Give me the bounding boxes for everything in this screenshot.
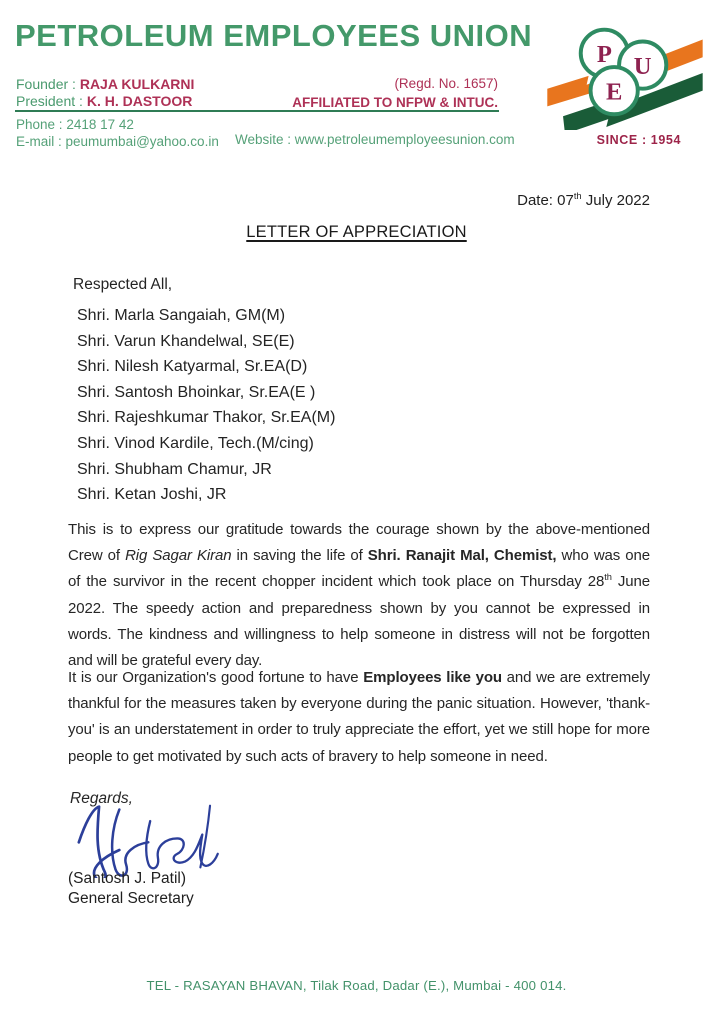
union-logo (543, 12, 705, 147)
footer-address: TEL - RASAYAN BHAVAN, Tilak Road, Dadar (E.), Mumbai - 400 014. (146, 978, 567, 993)
date-line (517, 192, 650, 209)
contact-block (16, 117, 219, 150)
date-prefix: Date: 07 (517, 192, 574, 209)
body-paragraph-2 (68, 665, 650, 770)
founder-label: Founder : (16, 76, 76, 92)
website-label: Website : (235, 132, 292, 147)
para1-text: in saving the life of (231, 547, 368, 565)
recipient-item: Shri. Varun Khandelwal, SE(E) (77, 332, 295, 350)
email-value: peumumbai@yahoo.co.in (65, 133, 219, 149)
letter-title-text: LETTER OF APPRECIATION (246, 223, 467, 241)
date-rest: July 2022 (581, 192, 650, 209)
affiliation-line: AFFILIATED TO NFPW & INTUC. (292, 95, 498, 110)
president-line (16, 93, 194, 110)
signer-name: (Santosh J. Patil) (68, 870, 187, 887)
phone-line (16, 117, 219, 134)
body-paragraph-1 (68, 517, 650, 674)
date-ordinal-sup: th (573, 191, 582, 201)
rig-name-italic: Rig Sagar Kiran (125, 547, 232, 565)
recipient-item: Shri. Nilesh Katyarmal, Sr.EA(D) (77, 358, 308, 376)
phone-value: 2418 17 42 (66, 117, 134, 132)
para2-text: and we are extremely thankful for the measures taken by everyone during the panic situation. However, 'thank-you' is an understatement in order to truly appreciate the effort, yet we still hope for more people to get motivated by such acts of bravery to help someone in need. (68, 669, 651, 765)
union-logo-svg (543, 12, 705, 130)
signer-block (68, 869, 194, 908)
survivor-name-bold: Shri. Ranajit Mal, Chemist, (367, 547, 557, 565)
president-name: K. H. DASTOOR (86, 93, 193, 109)
website-line (235, 132, 515, 147)
founder-name: RAJA KULKARNI (79, 76, 195, 92)
salutation: Respected All, (73, 276, 173, 293)
para2-text: It is our Organization's good fortune to have (68, 669, 364, 686)
recipients-list (77, 303, 335, 508)
registration-block (240, 74, 498, 112)
recipient-item: Shri. Santosh Bhoinkar, Sr.EA(E ) (77, 383, 316, 401)
logo-letter-u: U (633, 52, 652, 80)
para1-text: This is to express our gratitude towards the courage shown by the above-mentioned Crew of (68, 521, 650, 565)
email-line (16, 134, 219, 151)
since-year: SINCE : 1954 (596, 133, 681, 147)
logo-letter-e: E (605, 78, 623, 106)
employees-emphasis-bold: Employees like you (363, 669, 502, 686)
president-label: President : (16, 93, 83, 109)
regd-number: (Regd. No. 1657) (394, 76, 498, 91)
handwritten-signature (66, 796, 246, 878)
regards-line: Regards, (70, 790, 133, 807)
recipient-item: Shri. Rajeshkumar Thakor, Sr.EA(M) (77, 409, 336, 427)
officers-block (16, 76, 194, 110)
phone-label: Phone : (16, 117, 63, 132)
recipient-item: Shri. Vinod Kardile, Tech.(M/cing) (77, 434, 314, 452)
founder-line (16, 76, 194, 93)
recipient-item: Shri. Ketan Joshi, JR (77, 486, 227, 504)
incident-date-sup: th (604, 572, 612, 583)
para1-text: June 2022. The speedy action and preparedness shown by you cannot be expressed in words. The kindness and willingness to help someone in distress will not be forgotten and will be grateful every day. (68, 573, 650, 670)
email-label: E-mail : (16, 133, 62, 149)
recipient-item: Shri. Shubham Chamur, JR (77, 460, 272, 478)
recipient-item: Shri. Marla Sangaiah, GM(M) (77, 307, 286, 324)
para1-text: who was one of the survivor in the recent chopper incident which took place on Thursday 28 (68, 547, 651, 591)
logo-letter-p: P (596, 41, 612, 69)
org-name: PETROLEUM EMPLOYEES UNION (15, 18, 533, 53)
website-value: www.petroleumemployeesunion.com (294, 132, 515, 147)
letterhead-divider (15, 110, 499, 112)
letter-title (0, 223, 713, 242)
signer-designation: General Secretary (68, 889, 194, 907)
